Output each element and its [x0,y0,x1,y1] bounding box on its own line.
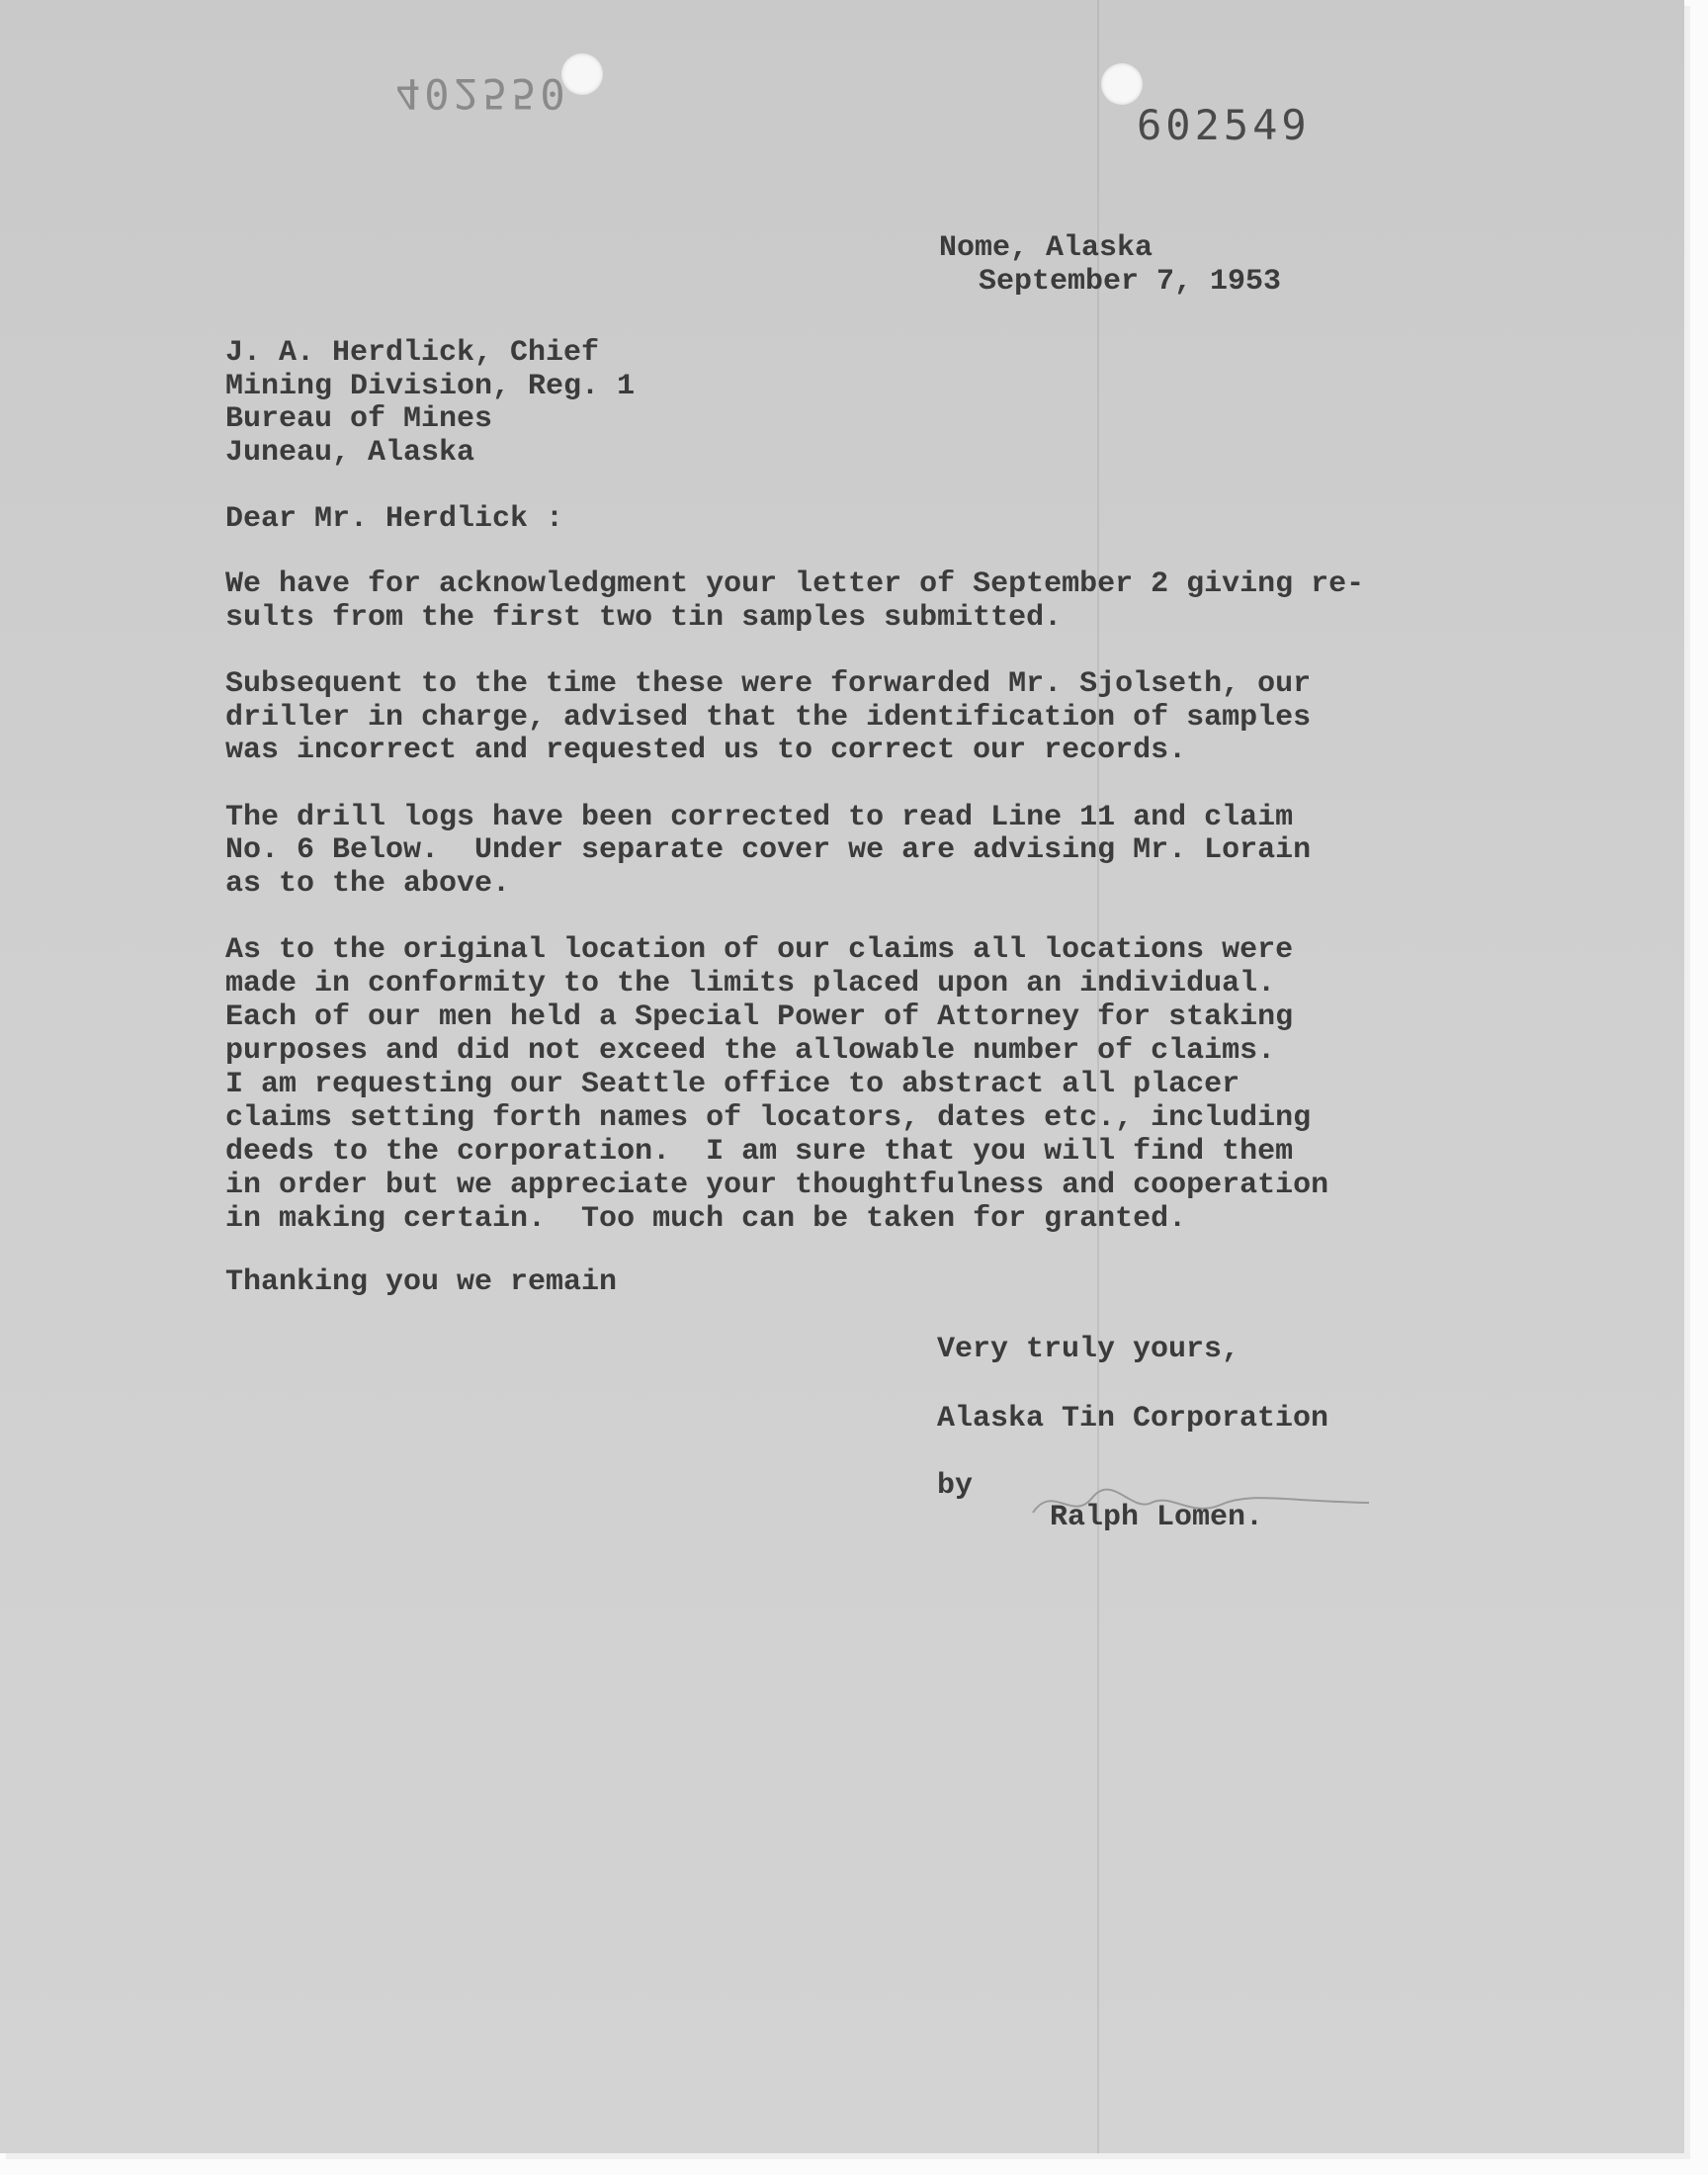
file-stamp-number: 602549 [1137,101,1311,149]
complimentary-close: Very truly yours, [937,1333,1240,1366]
date-line: September 7, 1953 [979,265,1282,299]
body-line: claims setting forth names of locators, dates etc., including [225,1101,1312,1135]
body-line: in order but we appreciate your thoughtfulness and cooperation [225,1169,1329,1202]
body-line: deeds to the corporation. I am sure that you will find them [225,1135,1294,1169]
signer-name: Ralph Lomen. [1050,1501,1264,1534]
company-name: Alaska Tin Corporation [937,1402,1329,1436]
body-line: Each of our men held a Special Power of Attorney for staking [225,1000,1294,1034]
body-line: as to the above. [225,867,511,901]
body-line: was incorrect and requested us to correct our records. [225,734,1187,767]
body-line: driller in charge, advised that the identification of samples [225,701,1312,735]
addressee-line: Mining Division, Reg. 1 [225,370,636,403]
addressee-line: Bureau of Mines [225,402,493,436]
body-line: I am requesting our Seattle office to abstract all placer [225,1068,1240,1101]
body-line: made in conformity to the limits placed upon an individual. [225,967,1276,1000]
body-line: As to the original location of our claims all locations were [225,933,1294,967]
body-line: We have for acknowledgment your letter of September 2 giving re- [225,567,1365,601]
mirrored-stamp-number: 402550 [395,69,569,118]
body-line: The drill logs have been corrected to read Line 11 and claim [225,801,1294,834]
date-place: Nome, Alaska [939,231,1153,265]
body-line: purposes and did not exceed the allowable number of claims. [225,1034,1276,1068]
addressee-line: Juneau, Alaska [225,436,475,470]
addressee-line: J. A. Herdlick, Chief [225,336,600,370]
punch-hole-right [1101,63,1143,105]
body-line: Subsequent to the time these were forwarded Mr. Sjolseth, our [225,667,1312,701]
salutation: Dear Mr. Herdlick : [225,502,564,536]
body-line: in making certain. Too much can be taken for granted. [225,1202,1187,1236]
body-line: No. 6 Below. Under separate cover we are advising Mr. Lorain [225,833,1312,867]
closing-line: Thanking you we remain [225,1265,618,1299]
body-line: sults from the first two tin samples submitted. [225,601,1063,635]
by-label: by [937,1469,974,1503]
